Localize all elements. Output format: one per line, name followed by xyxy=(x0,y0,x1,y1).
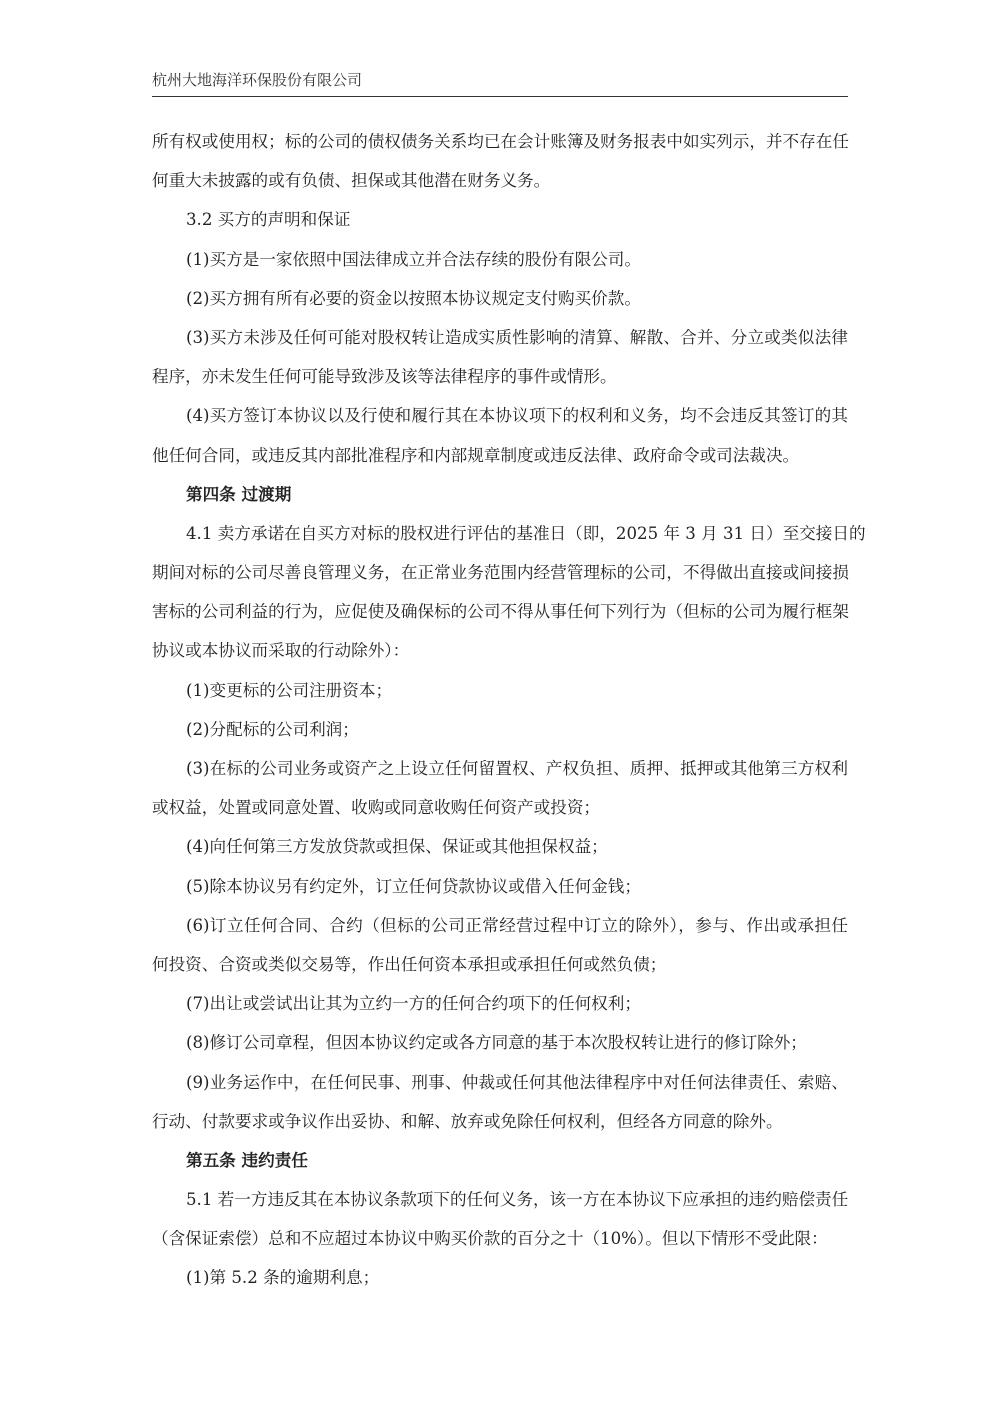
text-line: （含保证索偿）总和不应超过本协议中购买价款的百分之十（10%）。但以下情形不受此限： xyxy=(152,1229,828,1249)
paragraph xyxy=(152,514,866,671)
paragraph xyxy=(152,710,848,749)
text-line: 3.2 买方的声明和保证 xyxy=(186,210,351,230)
paragraph xyxy=(152,671,848,710)
page-header-company: 杭州大地海洋环保股份有限公司 xyxy=(152,71,363,89)
paragraph xyxy=(152,122,848,200)
paragraph xyxy=(152,1063,848,1141)
section-heading xyxy=(152,1141,848,1180)
text-line: 期间对标的公司尽善良管理义务，在正常业务范围内经营管理标的公司，不得做出直接或间接损 xyxy=(152,563,849,583)
paragraph xyxy=(152,279,848,318)
paragraph xyxy=(152,1180,848,1258)
text-line: 所有权或使用权；标的公司的债权债务关系均已在会计账簿及财务报表中如实列示，并不存在任 xyxy=(152,132,849,151)
text-line: 协议或本协议而采取的行动除外）： xyxy=(152,641,410,661)
text-line: (6)订立任何合同、合约（但标的公司正常经营过程中订立的除外），参与、作出或承担任 xyxy=(186,915,848,935)
paragraph xyxy=(152,906,848,984)
text-line: (1)第 5.2 条的逾期利息； xyxy=(186,1268,380,1288)
header-divider xyxy=(152,96,848,97)
paragraph xyxy=(152,984,848,1023)
paragraph xyxy=(152,827,848,866)
text-line: (9)业务运作中，在任何民事、刑事、仲裁或任何其他法律程序中对任何法律责任、索赔、 xyxy=(186,1072,848,1092)
paragraph xyxy=(152,749,848,827)
text-line: 或权益，处置或同意处置、收购或同意收购任何资产或投资； xyxy=(152,798,601,818)
document-body xyxy=(152,122,866,1298)
text-line: (5)除本协议另有约定外，订立任何贷款协议或借入任何金钱； xyxy=(186,876,641,896)
paragraph xyxy=(152,200,848,239)
text-line: 害标的公司利益的行为，应促使及确保标的公司不得从事任何下列行为（但标的公司为履行框架 xyxy=(152,602,849,622)
text-line: 第四条 过渡期 xyxy=(186,484,292,504)
text-line: (4)向任何第三方发放贷款或担保、保证或其他担保权益； xyxy=(186,837,608,857)
text-line: (3)买方未涉及任何可能对股权转让造成实质性影响的清算、解散、合并、分立或类似法律 xyxy=(186,327,848,347)
text-line: 何投资、合资或类似交易等，作出任何资本承担或承担任何或然负债； xyxy=(152,954,667,974)
text-line: (1)买方是一家依照中国法律成立并合法存续的股份有限公司。 xyxy=(186,249,641,269)
text-line: (4)买方签订本协议以及行使和履行其在本协议项下的权利和义务，均不会违反其签订的其 xyxy=(186,406,848,426)
paragraph xyxy=(152,396,848,474)
text-line: (2)分配标的公司利润； xyxy=(186,719,359,739)
paragraph xyxy=(152,1258,848,1297)
section-heading xyxy=(152,475,848,514)
text-line: 5.1 若一方违反其在本协议条款项下的任何义务，该一方在本协议下应承担的违约赔偿责任 xyxy=(186,1190,849,1210)
text-line: (3)在标的公司业务或资产之上设立任何留置权、产权负担、质押、抵押或其他第三方权利 xyxy=(186,759,848,778)
paragraph xyxy=(152,318,848,396)
paragraph xyxy=(152,240,848,279)
paragraph xyxy=(152,867,848,906)
text-line: 行动、付款要求或争议作出妥协、和解、放弃或免除任何权利，但经各方同意的除外。 xyxy=(152,1111,783,1131)
text-line: (2)买方拥有所有必要的资金以按照本协议规定支付购买价款。 xyxy=(186,288,641,308)
text-line: (8)修订公司章程，但因本协议约定或各方同意的基于本次股权转让进行的修订除外； xyxy=(186,1033,807,1053)
paragraph xyxy=(152,1023,848,1062)
text-line: 程序，亦未发生任何可能导致涉及该等法律程序的事件或情形。 xyxy=(152,367,617,387)
text-line: (7)出让或尝试出让其为立约一方的任何合约项下的任何权利； xyxy=(186,994,641,1014)
text-line: 何重大未披露的或有负债、担保或其他潜在财务义务。 xyxy=(152,171,551,191)
text-line: (1)变更标的公司注册资本； xyxy=(186,680,393,700)
text-line: 4.1 卖方承诺在自买方对标的股权进行评估的基准日（即，2025 年 3 月 31 日）至交接日的 xyxy=(186,523,866,543)
text-line: 他任何合同，或违反其内部批准程序和内部规章制度或违反法律、政府命令或司法裁决。 xyxy=(152,445,800,465)
text-line: 第五条 违约责任 xyxy=(186,1150,308,1170)
